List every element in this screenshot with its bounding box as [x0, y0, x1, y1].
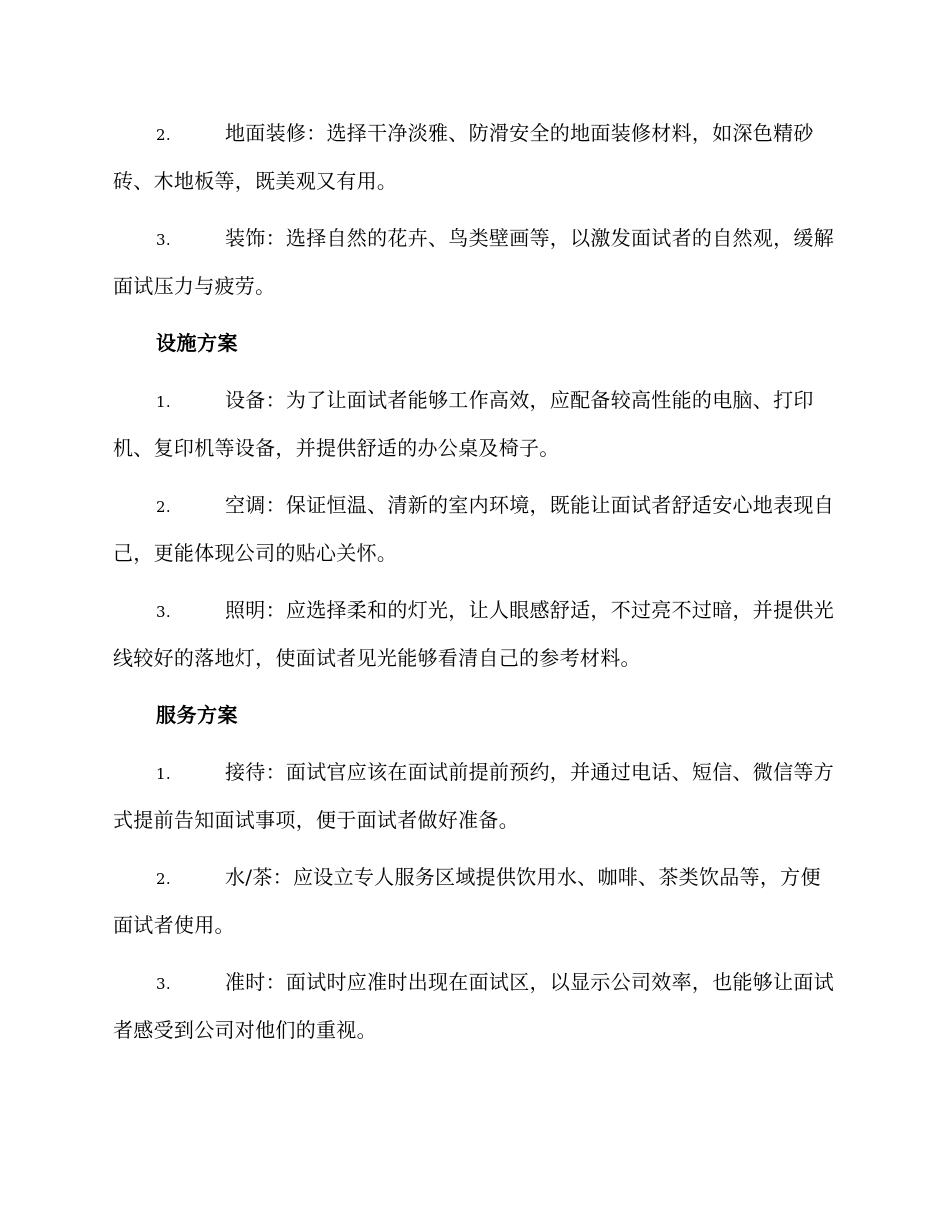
list-item-number: 2. — [156, 870, 171, 888]
list-item — [113, 377, 835, 471]
list-item-text: 地面装修：选择干净淡雅、防滑安全的地面装修材料，如深色精砂砖、木地板等，既美观又有用。 — [113, 121, 814, 193]
section-heading-facilities: 设施方案 — [156, 331, 238, 355]
list-item — [113, 110, 835, 204]
document-body — [113, 110, 835, 1064]
list-item-text: 照明：应选择柔和的灯光，让人眼感舒适，不过亮不过暗，并提供光线较好的落地灯，使面试者见光能够看清自己的参考材料。 — [113, 598, 834, 670]
list-item-text: 装饰：选择自然的花卉、鸟类壁画等，以激发面试者的自然观，缓解面试压力与疲劳。 — [113, 226, 834, 298]
list-item-number: 2. — [156, 126, 171, 144]
list-item-text: 水/茶：应设立专人服务区域提供饮用水、咖啡、茶类饮品等，方便面试者使用。 — [113, 865, 821, 937]
list-item-number: 3. — [156, 603, 171, 621]
list-item-text: 设备：为了让面试者能够工作高效，应配备较高性能的电脑、打印机、复印机等设备，并提供舒适的办公桌及椅子。 — [113, 388, 814, 460]
list-item — [113, 587, 835, 681]
list-item — [113, 215, 835, 309]
list-item-number: 2. — [156, 498, 171, 516]
list-item-text: 准时：面试时应准时出现在面试区，以显示公司效率，也能够让面试者感受到公司对他们的重视。 — [113, 970, 834, 1042]
list-item — [113, 482, 835, 576]
list-item-text: 接待：面试官应该在面试前提前预约，并通过电话、短信、微信等方式提前告知面试事项，便于面试者做好准备。 — [113, 760, 834, 832]
list-item-text: 空调：保证恒温、清新的室内环境，既能让面试者舒适安心地表现自己，更能体现公司的贴心关怀。 — [113, 493, 834, 565]
list-item — [113, 959, 835, 1053]
section-heading-service: 服务方案 — [156, 703, 238, 727]
list-item-number: 3. — [156, 231, 171, 249]
list-item-number: 1. — [156, 393, 171, 411]
list-item — [113, 854, 835, 948]
list-item — [113, 749, 835, 843]
list-item-number: 1. — [156, 765, 171, 783]
list-item-number: 3. — [156, 975, 171, 993]
